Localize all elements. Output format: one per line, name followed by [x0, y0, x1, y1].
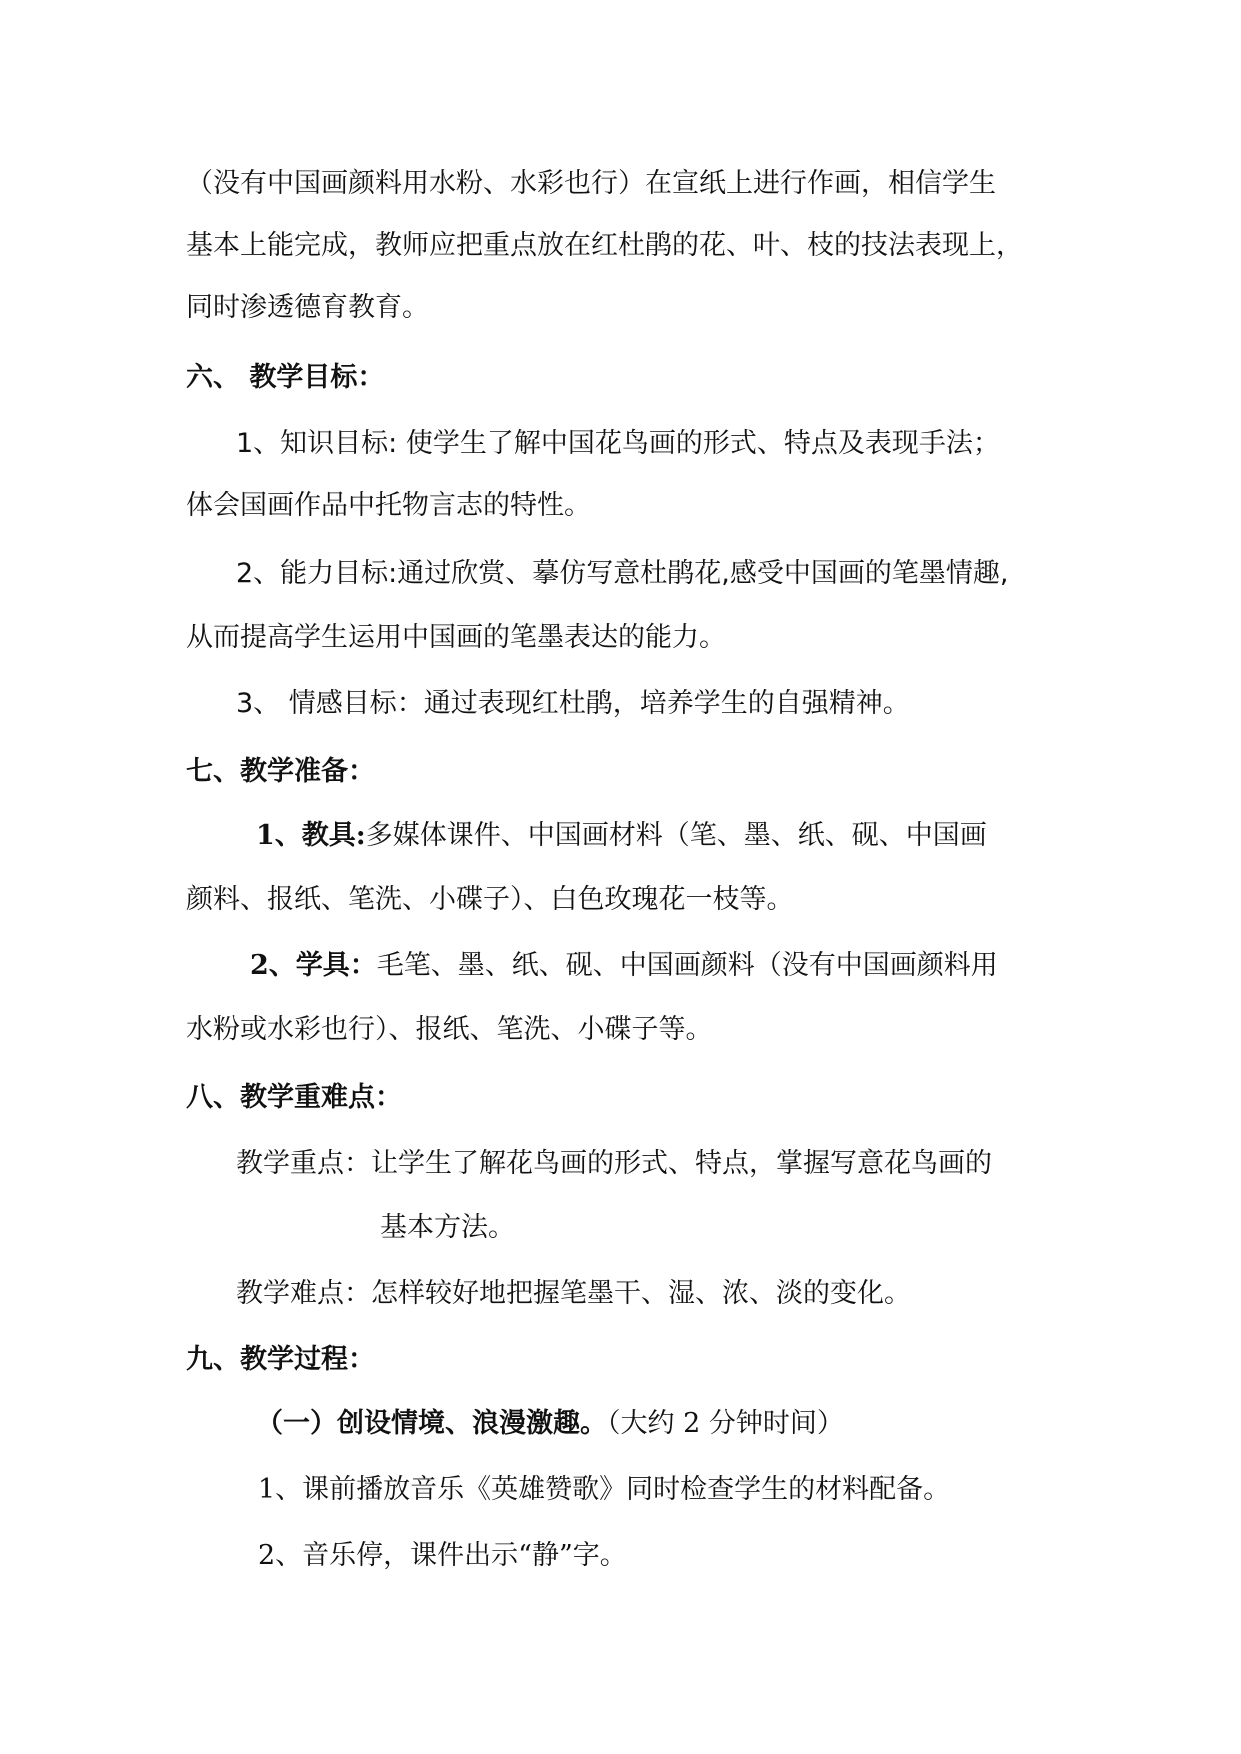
objective-item-cont: 体会国画作品中托物言志的特性。: [186, 490, 591, 521]
process-subheading: [256, 1404, 844, 1444]
process-step: 1、课前播放音乐《英雄赞歌》同时检查学生的材料配备。: [258, 1474, 951, 1505]
objective-item-cont: 从而提高学生运用中国画的笔墨表达的能力。: [186, 622, 726, 653]
difficult-point: 教学难点：怎样较好地把握笔墨干、湿、浓、淡的变化。: [236, 1278, 911, 1309]
subheading-title: （一）创设情境、浪漫激趣。: [256, 1408, 607, 1439]
objective-item: 1、知识目标: 使学生了解中国花鸟画的形式、特点及表现手法；: [236, 428, 1000, 459]
section-heading: 九、教学过程：: [186, 1344, 375, 1375]
objective-item: 3、 情感目标：通过表现红杜鹃，培养学生的自强精神。: [236, 688, 910, 719]
prep-item-cont: 颜料、报纸、笔洗、小碟子）、白色玫瑰花一枝等。: [186, 884, 794, 915]
prep-label: 1、教具:: [256, 820, 366, 851]
prep-text: 多媒体课件、中国画材料（笔、墨、纸、砚、中国画: [365, 820, 987, 851]
process-step: 2、音乐停，课件出示“静”字。: [258, 1540, 627, 1571]
prep-item-cont: 水粉或水彩也行）、报纸、笔洗、小碟子等。: [186, 1014, 713, 1045]
prep-item: [250, 946, 998, 986]
section-heading: 七、教学准备：: [186, 756, 375, 787]
prep-text: 毛笔、墨、纸、砚、中国画颜料（没有中国画颜料用: [376, 950, 998, 981]
objective-item: 2、能力目标:通过欣赏、摹仿写意杜鹃花,感受中国画的笔墨情趣,: [236, 558, 1009, 589]
section-heading: 八、教学重难点：: [186, 1082, 402, 1113]
section-heading: 六、 教学目标：: [186, 362, 385, 393]
key-point-cont: 基本方法。: [380, 1212, 515, 1243]
key-point: 教学重点：让学生了解花鸟画的形式、特点，掌握写意花鸟画的: [236, 1148, 992, 1179]
prep-label: 2、学具：: [250, 950, 377, 981]
prep-item: [256, 816, 987, 856]
paragraph-line: （没有中国画颜料用水粉、水彩也行）在宣纸上进行作画，相信学生: [186, 168, 996, 199]
subheading-note: （大约 2 分钟时间）: [607, 1408, 844, 1439]
paragraph-line: 同时渗透德育教育。: [186, 292, 429, 323]
paragraph-line: 基本上能完成，教师应把重点放在红杜鹃的花、叶、枝的技法表现上，: [186, 230, 1023, 261]
